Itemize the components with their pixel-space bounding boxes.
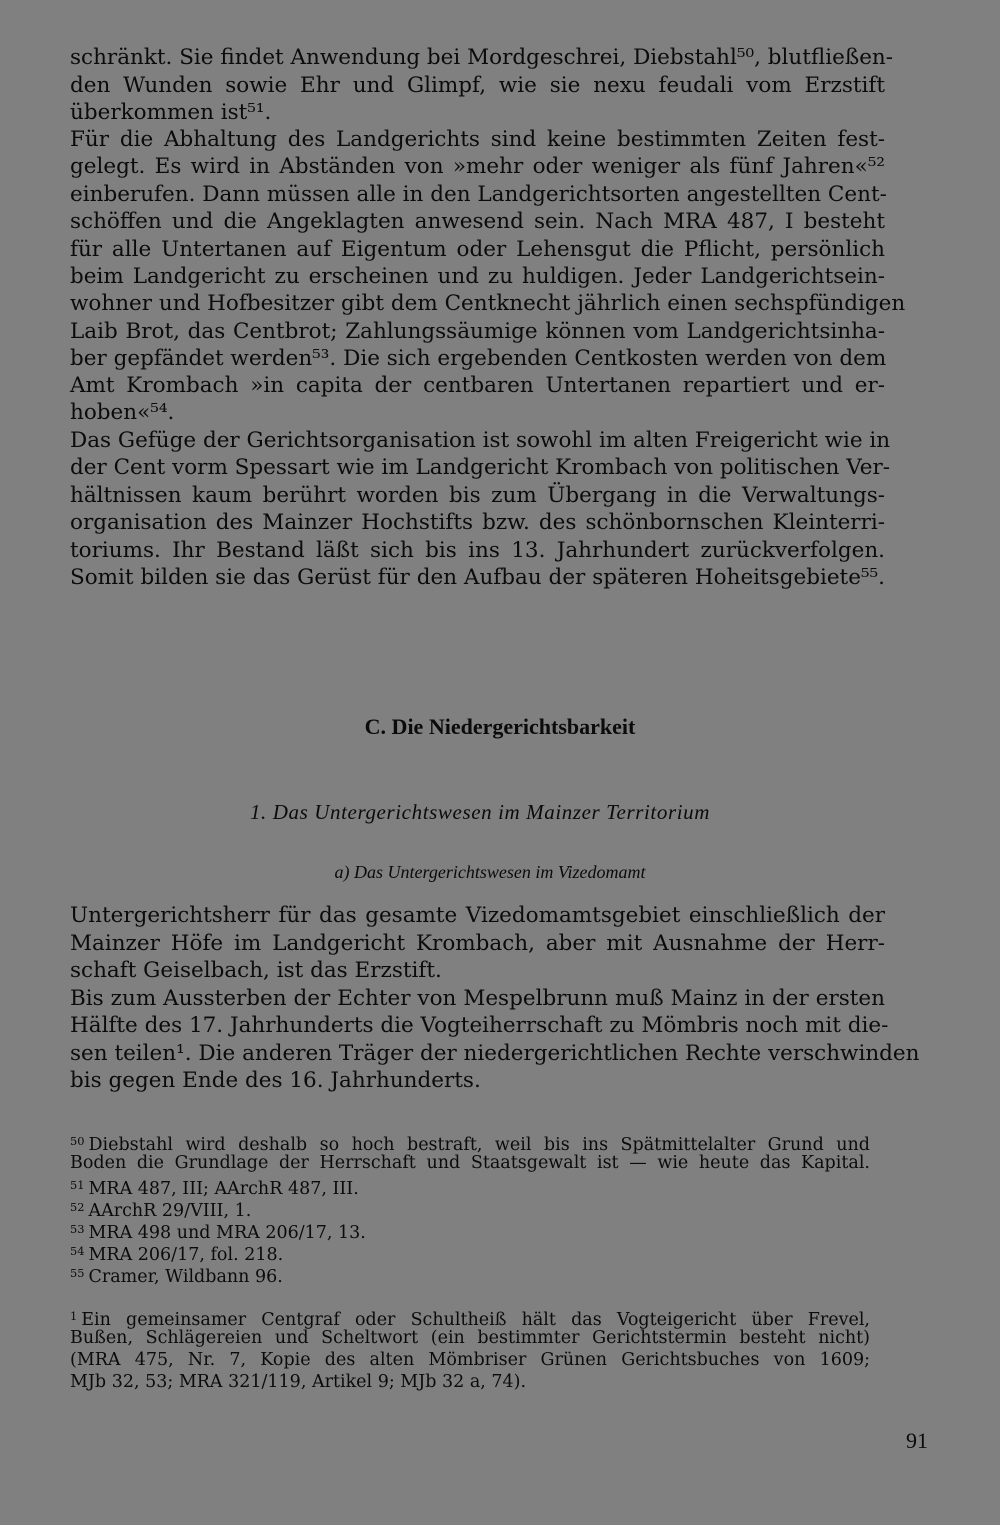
body-line: organisation des Mainzer Hochstifts bzw. des schönbornschen Kleinterri- (70, 510, 885, 535)
footnote (70, 1130, 870, 1156)
footnote (70, 1218, 870, 1244)
body-line: Laib Brot, das Centbrot; Zahlungssäumige können vom Landgerichtsinha- (70, 319, 885, 344)
footnote-text: Bußen, Schlägereien und Scheltwort (ein bestimmter Gerichtstermin besteht nicht) (70, 1328, 870, 1348)
body-line: wohner und Hofbesitzer gibt dem Centknecht jährlich einen sechspfündigen (70, 291, 906, 316)
footnote-number: 54 (70, 1244, 85, 1258)
body-line: bis gegen Ende des 16. Jahrhunderts. (70, 1068, 481, 1093)
footnote (70, 1196, 870, 1222)
subsubsection-heading: a) Das Untergerichtswesen im Vizedomamt (334, 862, 646, 882)
body-line: Bis zum Aussterben der Echter von Mespelbrunn muß Mainz in der ersten (70, 986, 885, 1011)
body-line: beim Landgericht zu erscheinen und zu huldigen. Jeder Landgerichtsein- (70, 264, 885, 289)
body-line: ber gepfändet werden⁵³. Die sich ergebenden Centkosten werden von dem (70, 346, 887, 371)
body-line: schöffen und die Angeklagten anwesend sein. Nach MRA 487, I besteht (70, 209, 885, 234)
footnote (70, 1174, 870, 1200)
footnote-text: MRA 206/17, fol. 218. (88, 1245, 284, 1266)
body-line: hoben«⁵⁴. (70, 400, 175, 425)
body-line: Untergerichtsherr für das gesamte Vizedomamtsgebiet einschließlich der (70, 903, 885, 928)
footnote (70, 1305, 870, 1331)
footnote-text: MJb 32, 53; MRA 321/119, Artikel 9; MJb 32 a, 74). (70, 1372, 527, 1392)
footnote-number: 53 (70, 1222, 85, 1236)
footnote-number: 1 (70, 1309, 78, 1323)
body-line: den Wunden sowie Ehr und Glimpf, wie sie nexu feudali vom Erzstift (70, 73, 885, 98)
footnote-text: MRA 498 und MRA 206/17, 13. (88, 1223, 366, 1244)
footnote-number: 50 (70, 1134, 85, 1148)
body-line: einberufen. Dann müssen alle in den Landgerichtsorten angestellten Cent- (70, 182, 887, 207)
page-number: 91 (906, 1428, 928, 1453)
footnote (70, 1349, 870, 1371)
body-line: überkommen ist⁵¹. (70, 100, 272, 125)
body-line: sen teilen¹. Die anderen Träger der niedergerichtlichen Rechte verschwinden (70, 1041, 920, 1066)
body-line: der Cent vorm Spessart wie im Landgericht Krombach von politischen Ver- (70, 455, 891, 480)
body-line: schränkt. Sie findet Anwendung bei Mordgeschrei, Diebstahl⁵⁰, blutfließen- (70, 45, 894, 70)
body-line: hältnissen kaum berührt worden bis zum Übergang in die Verwaltungs- (70, 483, 885, 508)
body-line: Das Gefüge der Gerichtsorganisation ist sowohl im alten Freigericht wie in (70, 428, 891, 453)
body-line: gelegt. Es wird in Abständen von »mehr oder weniger als fünf Jahren«⁵² (70, 154, 885, 179)
body-line: für alle Untertanen auf Eigentum oder Lehensgut die Pflicht, persönlich (70, 237, 885, 262)
footnote-text: Ein gemeinsamer Centgraf oder Schultheiß hält das Vogteigericht über Frevel, (81, 1310, 870, 1331)
footnote (70, 1371, 870, 1393)
footnote-number: 55 (70, 1266, 85, 1280)
footnote-text: Boden die Grundlage der Herrschaft und Staatsgewalt ist — wie heute das Kapital. (70, 1153, 870, 1173)
body-line: Hälfte des 17. Jahrhunderts die Vogteiherrschaft zu Mömbris noch mit die- (70, 1013, 889, 1038)
body-line: Amt Krombach »in capita der centbaren Untertanen repartiert und er- (70, 373, 885, 398)
footnote-number: 52 (70, 1200, 85, 1214)
footnote-text: AArchR 29/VIII, 1. (88, 1201, 252, 1222)
footnote-number: 51 (70, 1178, 85, 1192)
section-heading: C. Die Niedergerichtsbarkeit (364, 714, 636, 739)
body-line: schaft Geiselbach, ist das Erzstift. (70, 958, 442, 983)
body-line: Für die Abhaltung des Landgerichts sind keine bestimmten Zeiten fest- (70, 127, 885, 152)
footnote-text: Diebstahl wird deshalb so hoch bestraft, weil bis ins Spätmittelalter Grund und (88, 1135, 870, 1156)
footnote (70, 1152, 870, 1174)
footnote-text: (MRA 475, Nr. 7, Kopie des alten Mömbriser Grünen Gerichtsbuches von 1609; (70, 1350, 870, 1370)
body-line: toriums. Ihr Bestand läßt sich bis ins 13. Jahrhundert zurückverfolgen. (70, 538, 885, 563)
footnote (70, 1262, 870, 1288)
footnote-text: MRA 487, III; AArchR 487, III. (88, 1179, 359, 1200)
body-line: Somit bilden sie das Gerüst für den Aufbau der späteren Hoheitsgebiete⁵⁵. (70, 565, 885, 590)
footnote (70, 1327, 870, 1349)
footnote (70, 1240, 870, 1266)
subsection-heading: 1. Das Untergerichtswesen im Mainzer Territorium (249, 800, 711, 824)
footnote-text: Cramer, Wildbann 96. (88, 1267, 283, 1288)
body-line: Mainzer Höfe im Landgericht Krombach, aber mit Ausnahme der Herr- (70, 931, 885, 956)
